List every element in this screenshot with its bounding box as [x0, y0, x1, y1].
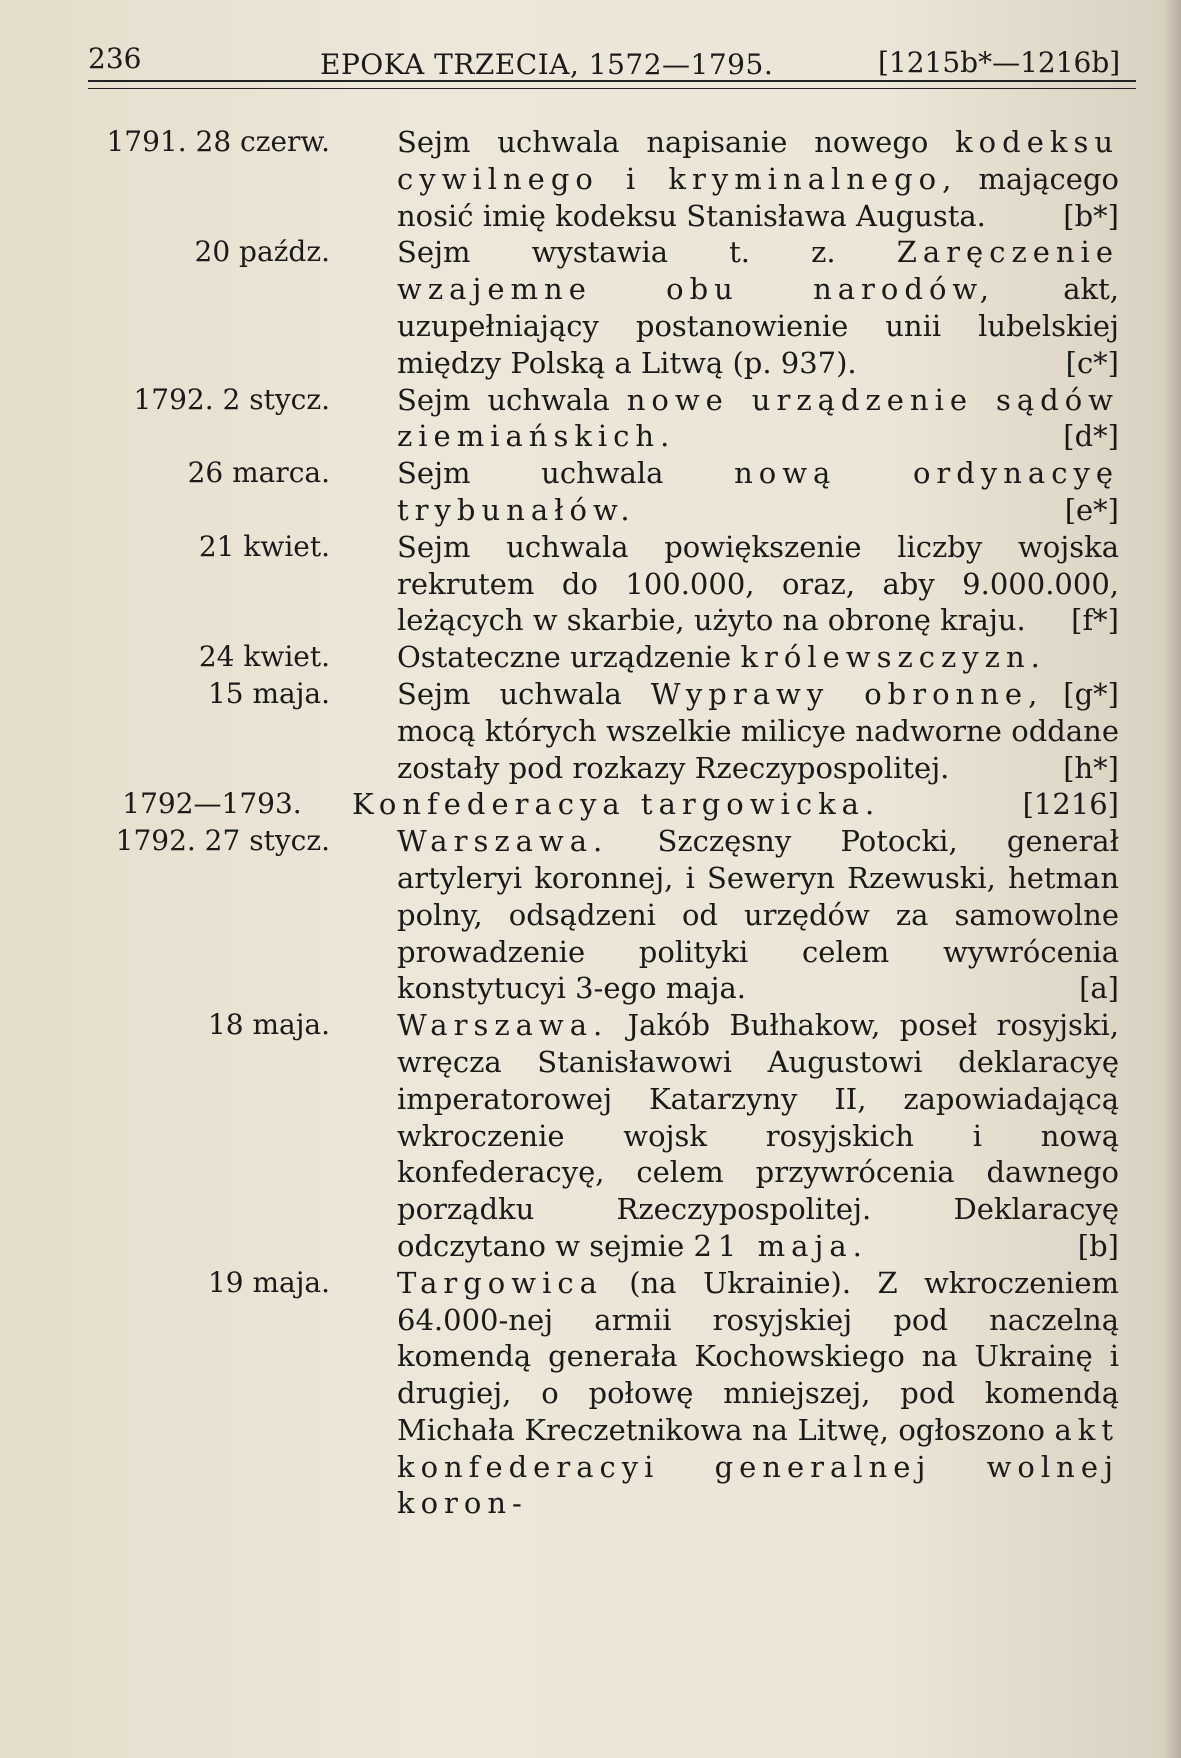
- chronology-entry: [62, 1265, 1142, 1523]
- entry-date: 24 kwiet.: [198, 640, 330, 674]
- source-reference: [1216]: [1022, 787, 1119, 822]
- entry-text: [397, 382, 1119, 456]
- spaced-emphasis-text: Wyprawy obronne,: [650, 676, 1044, 711]
- spaced-emphasis-text: nowe urządzenie sądów ziemiańskich.: [397, 382, 1119, 454]
- running-header: [88, 34, 1138, 84]
- entry-date: 18 maja.: [207, 1008, 330, 1042]
- source-reference: [f*]: [1071, 603, 1119, 638]
- entry-text-run: Ostateczne urządzenie: [397, 640, 741, 675]
- chronology-entry: [62, 1007, 1142, 1265]
- entry-text-run: Sejm wystawia t. z.: [397, 235, 897, 270]
- header-title: EPOKA TRZECIA, 1572—1795.: [320, 48, 774, 81]
- spaced-emphasis-text: Konfederacya targowicka.: [352, 787, 881, 822]
- entry-text-run: Sejm uchwala: [397, 676, 651, 711]
- spaced-emphasis-text: kodeksu cywilnego i kryminalnego,: [397, 125, 1119, 196]
- entry-text-run: Sejm uchwala powiększenie liczby wojska rekrutem do 100.000, oraz, aby 9.000.000, leżących w skarbie, użyto na obronę kraju.: [397, 529, 1119, 638]
- entry-text-run: Szczęsny Potocki, generał artyleryi koronnej, i Seweryn Rzewuski, hetman polny, odsądzeni od urzędów za samowolne prowadzenie polityki celem wywrócenia konstytucyi 3-ego maja.: [397, 824, 1119, 1006]
- source-reference: [a]: [1079, 971, 1119, 1006]
- spaced-emphasis-text: Warszawa.: [397, 824, 609, 859]
- entry-text: [397, 676, 1119, 786]
- spaced-emphasis-text: królewszczyzn.: [740, 640, 1046, 675]
- entry-text-run: Sejm uchwala napisanie nowego: [397, 125, 956, 159]
- entry-text: [397, 1265, 1119, 1523]
- source-reference: [d*]: [1063, 419, 1119, 454]
- chronology-entry: [62, 124, 1142, 234]
- header-rule-thin: [88, 88, 1136, 89]
- chronology-entry: [62, 234, 1142, 381]
- entry-text: [397, 529, 1119, 639]
- header-rule: [88, 80, 1136, 82]
- entry-date: 19 maja.: [207, 1265, 330, 1299]
- source-reference: [c*]: [1065, 345, 1119, 380]
- entry-text: [397, 234, 1119, 381]
- entry-text-run: akt, uzupełniający postanowienie unii lubelskiej między Polską a Litwą (p. 937).: [397, 272, 1120, 380]
- entry-date: 1791. 28 czerw.: [106, 125, 330, 158]
- entry-date: 1792. 27 stycz.: [115, 824, 330, 858]
- source-reference: [e*]: [1064, 492, 1119, 527]
- source-reference: [g*]: [1063, 676, 1119, 711]
- entry-date: 26 marca.: [187, 456, 330, 490]
- entry-text-run: (na Ukrainie). Z wkroczeniem 64.000-nej armii rosyjskiej pod naczelną komendą generała Kochowskiego na Ukrainę i drugiej, o połowę mniejszej, pod komendą Michała Kreczetnikowa na Litwę, ogłoszono: [397, 1265, 1119, 1447]
- chronology-entry: [62, 529, 1142, 639]
- entry-text: [397, 455, 1119, 529]
- entry-text-run: Jakób Bułhakow, poseł rosyjski, wręcza Stanisławowi Augustowi deklaracyę imperatorowej Katarzyny II, zapowiadającą wkroczenie wojsk rosyjskich i nową konfederacyę, celem przywrócenia dawnego porządku Rzeczypospolitej. Deklaracyę odczytano w sejmie: [397, 1008, 1119, 1263]
- source-reference: [b]: [1077, 1228, 1119, 1263]
- entry-text-run: Sejm uchwala: [397, 456, 735, 491]
- entry-text: [397, 124, 1119, 234]
- entry-date: 1792—1793.: [122, 787, 302, 821]
- spaced-emphasis-text: Zaręczenie wzajemne obu narodów,: [397, 235, 1119, 307]
- entry-text: [397, 1007, 1119, 1265]
- chronology-entry: [62, 676, 1142, 786]
- chronology-entry: [62, 382, 1142, 456]
- entry-date: 15 maja.: [207, 676, 330, 710]
- source-reference: [b*]: [1063, 198, 1119, 233]
- chronology-entry: [62, 823, 1142, 1007]
- chronology-entry: [62, 786, 1142, 823]
- entry-text-run: mającego nosić imię kodeksu Stanisława Augusta.: [397, 161, 1119, 233]
- chronology-entries: [62, 124, 1142, 1522]
- entry-date: 21 kwiet.: [198, 529, 330, 563]
- entry-text: [397, 823, 1119, 1007]
- page-edge-shadow: [1163, 0, 1181, 1758]
- spaced-emphasis-text: 21 maja.: [693, 1228, 868, 1263]
- entry-text: [352, 786, 1119, 823]
- entry-date: 1792. 2 stycz.: [133, 382, 330, 416]
- spaced-emphasis-text: nową ordynacyę trybunałów.: [397, 456, 1119, 527]
- entry-text-run: Sejm uchwala: [397, 382, 627, 417]
- page-number: 236: [88, 42, 142, 75]
- chronology-entry: [62, 455, 1142, 529]
- entry-date: 20 paźdz.: [194, 235, 330, 269]
- spaced-emphasis-text: Targowica: [397, 1265, 603, 1300]
- spaced-emphasis-text: akt konfederacyi generalnej wolnej koron-: [397, 1412, 1119, 1521]
- entry-text-run: mocą których wszelkie milicye nadworne oddane zostały pod rozkazy Rzeczypospolitej.: [397, 713, 1119, 785]
- source-reference: [h*]: [1063, 750, 1119, 785]
- spaced-emphasis-text: Warszawa.: [397, 1008, 609, 1043]
- header-section-range: [1215b*—1216b]: [878, 46, 1121, 79]
